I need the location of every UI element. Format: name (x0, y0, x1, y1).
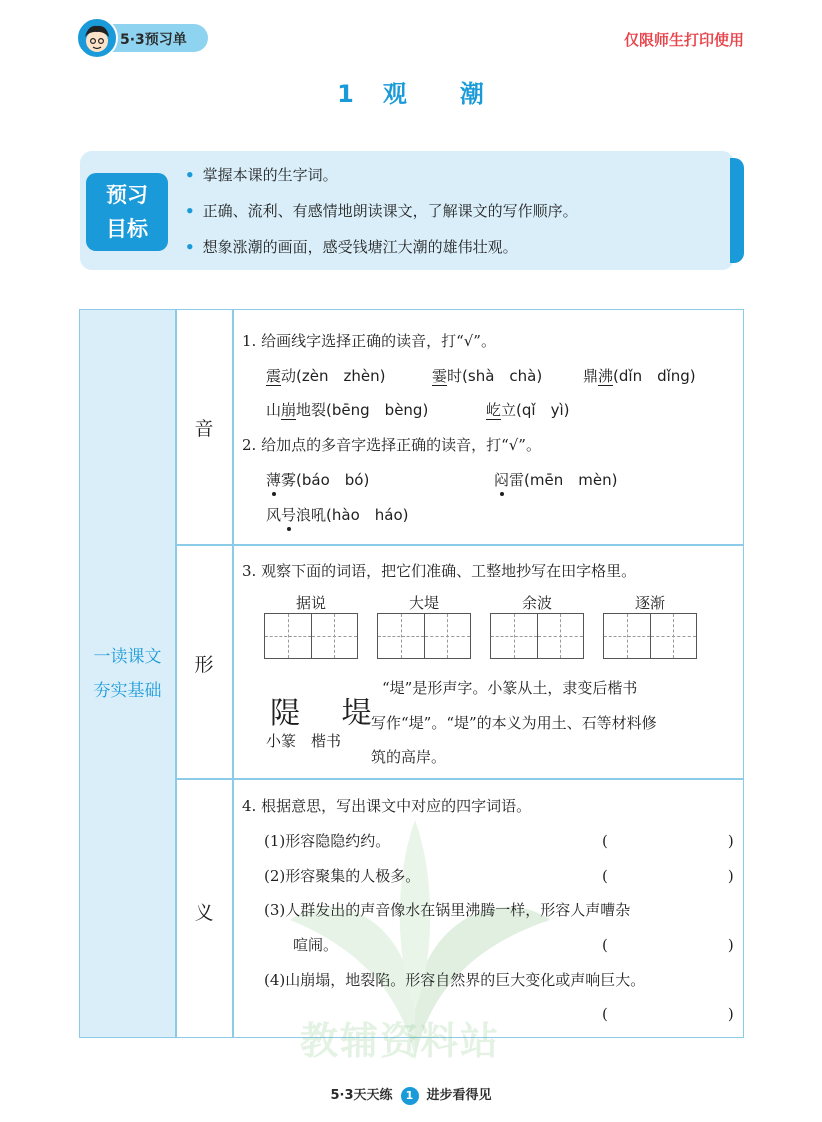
watermark-text: 教辅资料站 (300, 1019, 501, 1063)
lesson-title-char-2: 潮 (459, 80, 485, 108)
q1-item-3-pre: 鼎 (583, 367, 599, 385)
q2-item-3-target: 号 (281, 506, 297, 524)
q1-item-3-target: 沸 (598, 367, 614, 385)
print-note: 仅限师生打印使用 (623, 31, 744, 49)
lesson-title-char-1: 观 (382, 80, 408, 108)
q1-item-5-options[interactable]: (qǐ yì) (516, 401, 570, 419)
copy-word-label: 逐渐 (634, 594, 665, 612)
goal-item-text: 掌握本课的生字词。 (202, 166, 338, 184)
q2-item-3-rest: 浪吼 (296, 506, 327, 524)
q1-item-3 (583, 365, 696, 386)
goal-item: • 想象涨潮的画面，感受钱塘江大潮的雄伟壮观。 (185, 238, 518, 256)
q3-prompt: 3. 观察下面的词语，把它们准确、工整地抄写在田字格里。 (242, 562, 637, 580)
q4-item-2: (2)形容聚集的人极多。 (264, 867, 421, 885)
q2-item-2-rest: 雷 (509, 471, 525, 489)
section-title-line-1: 一读课文 (93, 647, 162, 667)
q2-item-2 (494, 469, 617, 490)
q1-item-4 (266, 399, 428, 420)
etymology-line-1: “堤”是形声字。小篆从土，隶变后楷书 (382, 679, 638, 697)
q1-item-1-target: 震 (266, 367, 282, 385)
q2-item-1-options[interactable]: (báo bó) (296, 471, 370, 489)
q1-item-3-options[interactable]: (dǐn dǐng) (613, 367, 696, 385)
q4-answer-blank-2[interactable]: ( ) (602, 867, 734, 885)
q2-item-3-options[interactable]: (hào háo) (326, 506, 409, 524)
row-label-meaning: 义 (194, 902, 214, 924)
seal-script-chars: 隄 堤 (270, 696, 388, 731)
goals-panel-edge (730, 158, 744, 263)
tianzige-grid[interactable] (264, 613, 358, 659)
q1-item-4-pre: 山 (266, 401, 282, 419)
table-divider (176, 778, 743, 780)
row-label-sound: 音 (194, 418, 214, 440)
seal-caption: 小篆 楷书 (266, 732, 342, 750)
q1-item-4-target: 崩 (281, 401, 297, 419)
q4-prompt: 4. 根据意思，写出课文中对应的四字词语。 (242, 797, 532, 815)
copy-word-label: 据说 (295, 594, 326, 612)
section-title (80, 640, 175, 708)
page-number: 1 (401, 1087, 419, 1105)
section-title-line-2: 夯实基础 (93, 681, 162, 701)
page-footer (0, 1084, 822, 1105)
goals-tag-line-2: 目标 (106, 217, 148, 241)
copy-word-label: 大堤 (408, 594, 439, 612)
q1-item-4-options[interactable]: (bēng bèng) (326, 401, 429, 419)
lesson-title (0, 74, 822, 109)
q4-item-1: (1)形容隐隐约约。 (264, 832, 391, 850)
q1-item-1-rest: 动 (281, 367, 297, 385)
q2-item-1 (266, 469, 369, 490)
goals-tag-line-1: 预习 (106, 183, 148, 207)
etymology-line-2: 写作“堤”。“堤”的本义为用土、石等材料修 (371, 714, 657, 732)
q2-prompt: 2. 给加点的多音字选择正确的读音，打“√”。 (242, 436, 541, 454)
q1-item-2 (432, 365, 542, 386)
etymology-line-3: 筑的高岸。 (371, 748, 447, 766)
mascot-avatar-icon (76, 17, 118, 59)
row-label-shape: 形 (194, 654, 214, 676)
table-divider (232, 310, 234, 1037)
goal-item: • 正确、流利、有感情地朗读课文，了解课文的写作顺序。 (185, 202, 578, 220)
q2-item-3-pre: 风 (266, 506, 282, 524)
q4-answer-blank-4[interactable]: ( ) (602, 1005, 734, 1023)
header-brand-label: 5·3预习单 (120, 32, 187, 48)
q2-item-1-target: 薄 (266, 471, 282, 489)
goal-item-text: 正确、流利、有感情地朗读课文，了解课文的写作顺序。 (202, 202, 578, 220)
goals-list (185, 160, 578, 268)
tianzige-grid[interactable] (603, 613, 697, 659)
footer-slogan: 进步看得见 (426, 1088, 492, 1103)
lesson-number: 1 (337, 80, 355, 108)
q4-item-4: (4)山崩塌，地裂陷。形容自然界的巨大变化或声响巨大。 (264, 971, 646, 989)
q1-item-2-rest: 时 (447, 367, 463, 385)
q1-item-2-options[interactable]: (shà chà) (462, 367, 543, 385)
q4-answer-blank-3[interactable]: ( ) (602, 936, 734, 954)
tianzige-grid[interactable] (377, 613, 471, 659)
q1-item-5-target: 屹 (486, 401, 502, 419)
copy-word-label: 余波 (521, 594, 552, 612)
q4-item-3: (3)人群发出的声音像水在锅里沸腾一样，形容人声嘈杂 (264, 901, 631, 919)
tianzige-grid[interactable] (490, 613, 584, 659)
q1-item-2-target: 霎 (432, 367, 448, 385)
table-divider (176, 544, 743, 546)
q2-item-2-target: 闷 (494, 471, 510, 489)
footer-brand: 5·3天天练 (330, 1088, 393, 1103)
q2-item-3 (266, 504, 409, 525)
q1-item-5 (486, 399, 569, 420)
q1-item-1 (266, 365, 385, 386)
q2-item-1-rest: 雾 (281, 471, 297, 489)
goal-item: • 掌握本课的生字词。 (185, 166, 338, 184)
q2-item-2-options[interactable]: (mēn mèn) (524, 471, 618, 489)
q1-prompt: 1. 给画线字选择正确的读音，打“√”。 (242, 332, 496, 350)
q1-item-5-rest: 立 (501, 401, 517, 419)
goals-tag (86, 173, 168, 251)
q1-item-1-options[interactable]: (zèn zhèn) (296, 367, 386, 385)
goal-item-text: 想象涨潮的画面，感受钱塘江大潮的雄伟壮观。 (202, 238, 518, 256)
q1-item-4-rest: 地裂 (296, 401, 327, 419)
q4-item-3-cont: 喧闹。 (293, 936, 339, 954)
q4-answer-blank-1[interactable]: ( ) (602, 832, 734, 850)
